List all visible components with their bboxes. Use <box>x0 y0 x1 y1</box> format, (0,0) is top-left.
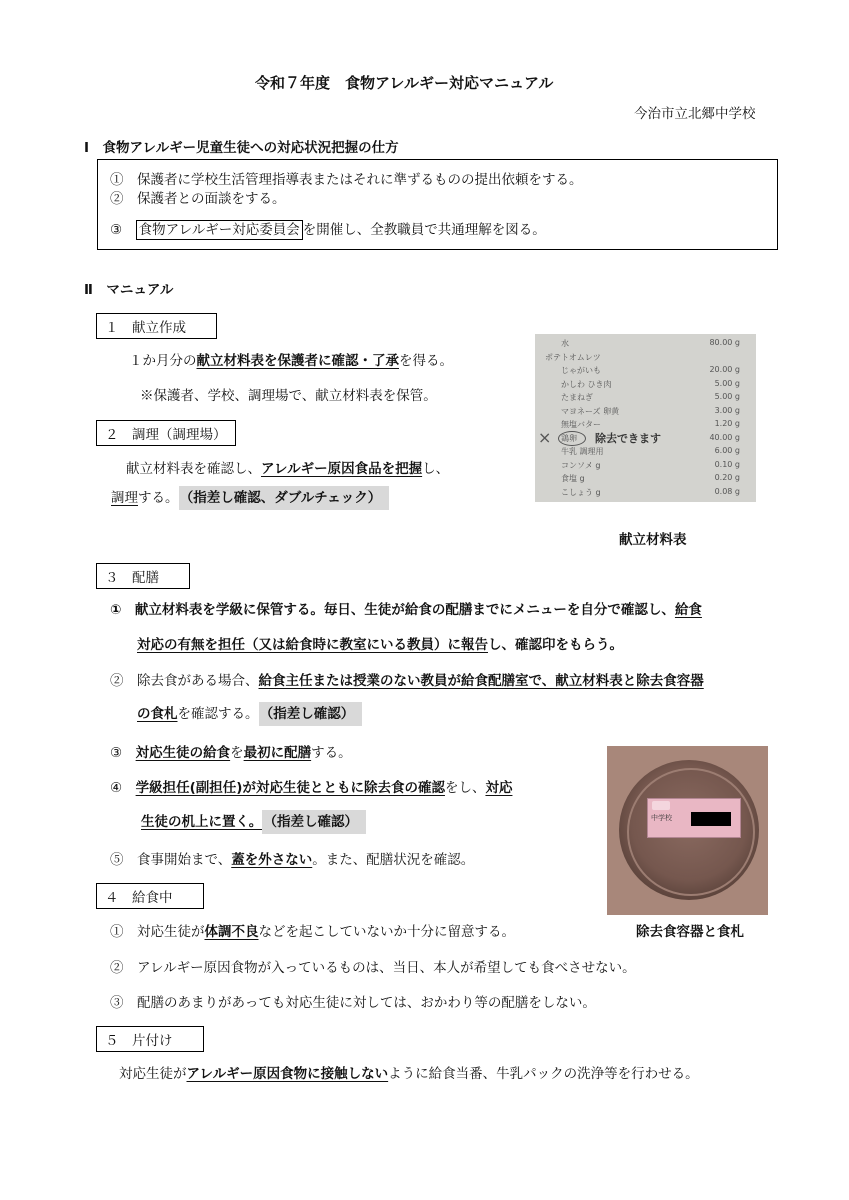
menu-row <box>535 487 756 501</box>
committee-boxed: 食物アレルギー対応委員会 <box>136 220 303 240</box>
menu-row-qty: 0.08 g <box>714 486 740 496</box>
menu-row-qty: 1.20 g <box>714 419 740 428</box>
sub4-item1-a: ① 対応生徒が <box>110 924 205 940</box>
menu-row <box>535 406 756 420</box>
menu-row <box>535 379 756 393</box>
food-tag-text: 中学校 <box>651 814 672 822</box>
menu-row-qty: 40.00 g <box>709 432 740 442</box>
page-title: 令和７年度 食物アレルギー対応マニュアル <box>255 74 554 92</box>
sub4-item2: ② アレルギー原因食物が入っているものは、当日、本人が希望しても食べさせない。 <box>110 960 636 976</box>
menu-row-name: ポテトオムレツ <box>545 352 601 362</box>
sub2-line1-a: 献立材料表を確認し、 <box>126 461 261 477</box>
sub3-item4-u1: 学級担任(副担任)が対応生徒とともに除去食の確認 <box>135 780 445 796</box>
sub3-item4-line2 <box>141 810 366 830</box>
sub3-item2-line2-underlined: の食札 <box>137 706 178 722</box>
menu-row-qty: 5.00 g <box>714 378 740 388</box>
sub2-line1-underlined: アレルギー原因食品を把握 <box>261 461 423 477</box>
sub3-item4-line1 <box>110 776 512 796</box>
sub1-label: １ 献立作成 <box>96 313 217 339</box>
handwritten-note: 除去できます <box>595 432 661 445</box>
menu-row-qty: 0.20 g <box>714 473 740 482</box>
sub3-item3-b: を <box>230 745 244 761</box>
sub4-item1 <box>110 920 515 940</box>
menu-row-name: 水 <box>561 339 569 348</box>
section1-item3-prefix: ③ <box>110 222 136 238</box>
sub3-item2-line2 <box>137 702 362 722</box>
menu-row <box>535 473 756 487</box>
sub5-line1-a: 対応生徒が <box>119 1066 187 1082</box>
sub1-line1 <box>129 349 453 369</box>
sub3-item3 <box>110 741 352 761</box>
menu-row-name: かしわ ひき肉 <box>561 379 612 389</box>
sub2-line2-highlight: （指差し確認、ダブルチェック） <box>179 486 390 510</box>
sub1-line1-a: １か月分の <box>129 353 197 369</box>
menu-row-name: 無塩バター <box>561 420 601 429</box>
menu-row-qty: 3.00 g <box>714 405 740 415</box>
sub3-item1-line2-b: し、確認印をもらう。 <box>488 637 623 653</box>
sub2-line1-b: し、 <box>422 461 450 477</box>
menu-row-name: たまねぎ <box>561 393 593 402</box>
section1-item3 <box>110 218 546 238</box>
sub3-item2-line1 <box>110 669 704 689</box>
menu-photo-caption: 献立材料表 <box>619 532 687 548</box>
menu-row-name: マヨネーズ 卵黄 <box>561 406 620 416</box>
sub3-item1-line2-underlined: 対応の有無を担任（又は給食時に教室にいる教員）に報告 <box>137 637 488 653</box>
sub5-line1-underlined: アレルギー原因食物に接触しない <box>186 1066 389 1082</box>
section1-heading: Ⅰ 食物アレルギー児童生徒への対応状況把握の仕方 <box>84 140 399 156</box>
sub3-label: ３ 配膳 <box>96 563 190 589</box>
menu-row-name: じゃがいも <box>561 366 601 375</box>
sub3-item1-line1 <box>110 598 702 618</box>
sub3-item5-b: 。また、配膳状況を確認。 <box>312 852 475 868</box>
sub1-line1-underlined: 献立材料表を保護者に確認・了承 <box>196 353 399 369</box>
sub2-line2-underlined: 調理 <box>111 490 138 506</box>
food-tag-redaction <box>691 812 731 826</box>
handwritten-circle <box>558 431 586 446</box>
section1-item1: ① 保護者に学校生活管理指導表またはそれに準ずるものの提出依頼をする。 <box>110 172 583 188</box>
sub3-item4-line2-underlined: 生徒の机上に置く。 <box>141 814 263 830</box>
sub4-label: ４ 給食中 <box>96 883 204 909</box>
food-container-photo <box>607 746 768 915</box>
sub1-line2: ※保護者、学校、調理場で、献立材料表を保管。 <box>140 388 437 404</box>
sub2-line2-a: する。 <box>138 490 179 506</box>
sub3-item1-line2 <box>137 633 623 653</box>
menu-row-qty: 80.00 g <box>709 338 740 347</box>
sub3-item3-c: する。 <box>311 745 352 761</box>
menu-row-qty: 0.10 g <box>714 459 740 469</box>
sub3-item2-line2-a: を確認する。 <box>177 706 259 722</box>
menu-row <box>535 392 756 406</box>
food-tag-header <box>652 801 670 810</box>
menu-row-name: コンソメ g <box>561 460 601 470</box>
sub3-item4-b: をし、 <box>444 780 486 796</box>
menu-row <box>535 460 756 474</box>
menu-row <box>535 446 756 460</box>
sub3-item2-underlined: 給食主任または授業のない教員が給食配膳室で、献立材料表と除去食容器 <box>258 673 704 689</box>
menu-row-name: 鶏卵 <box>561 433 577 443</box>
section1-item3-rest: を開催し、全教職員で共通理解を図る。 <box>302 222 546 238</box>
menu-row <box>535 365 756 379</box>
sub3-item1-a: ① 献立材料表を学級に保管する。毎日、生徒が給食の配膳までにメニューを自分で確認し、 <box>110 602 675 618</box>
sub3-item5-underlined: 蓋を外さない <box>231 852 313 868</box>
sub4-item1-underlined: 体調不良 <box>204 924 259 940</box>
menu-row-name: こしょう g <box>561 487 601 497</box>
school-name: 今治市立北郷中学校 <box>634 106 756 122</box>
menu-row-qty: 20.00 g <box>709 365 740 374</box>
menu-row <box>535 352 756 366</box>
menu-row-name: 食塩 g <box>561 474 585 483</box>
container-photo-caption: 除去食容器と食札 <box>636 924 744 940</box>
sub3-item1-underlined: 給食 <box>674 602 702 618</box>
sub3-item2-a: ② 除去食がある場合、 <box>110 673 259 689</box>
sub4-item3: ③ 配膳のあまりがあっても対応生徒に対しては、おかわり等の配膳をしない。 <box>110 995 596 1011</box>
sub3-item5 <box>110 848 474 868</box>
sub2-line2 <box>111 486 389 506</box>
sub5-line1 <box>119 1062 699 1082</box>
section2-heading: Ⅱ マニュアル <box>84 282 174 298</box>
sub3-item3-num: ③ <box>110 745 136 761</box>
sub3-item3-u1: 対応生徒の給食 <box>135 745 231 761</box>
sub3-item4-highlight: （指差し確認） <box>262 810 366 834</box>
menu-row-qty: 6.00 g <box>714 446 740 455</box>
sub3-item5-a: ⑤ 食事開始まで、 <box>110 852 232 868</box>
sub3-item3-u2: 最初に配膳 <box>243 745 312 761</box>
sub2-line1 <box>126 457 449 477</box>
sub5-line1-b: ように給食当番、牛乳パックの洗浄等を行わせる。 <box>388 1066 699 1082</box>
sub4-item1-b: などを起こしていないか十分に留意する。 <box>258 924 515 940</box>
sub2-label: ２ 調理（調理場） <box>96 420 236 446</box>
section1-item2: ② 保護者との面談をする。 <box>110 191 286 207</box>
sub3-item2-highlight: （指差し確認） <box>259 702 363 726</box>
sub3-item4-u2: 対応 <box>485 780 513 796</box>
sub1-line1-b: を得る。 <box>399 353 453 369</box>
menu-sheet-photo <box>535 334 756 502</box>
menu-row-name: 牛乳 調理用 <box>561 447 604 456</box>
handwritten-x-mark: × <box>538 428 552 447</box>
menu-row <box>535 338 756 352</box>
menu-row-qty: 5.00 g <box>714 392 740 401</box>
sub3-item4-num: ④ <box>110 780 136 796</box>
sub5-label: ５ 片付け <box>96 1026 204 1052</box>
